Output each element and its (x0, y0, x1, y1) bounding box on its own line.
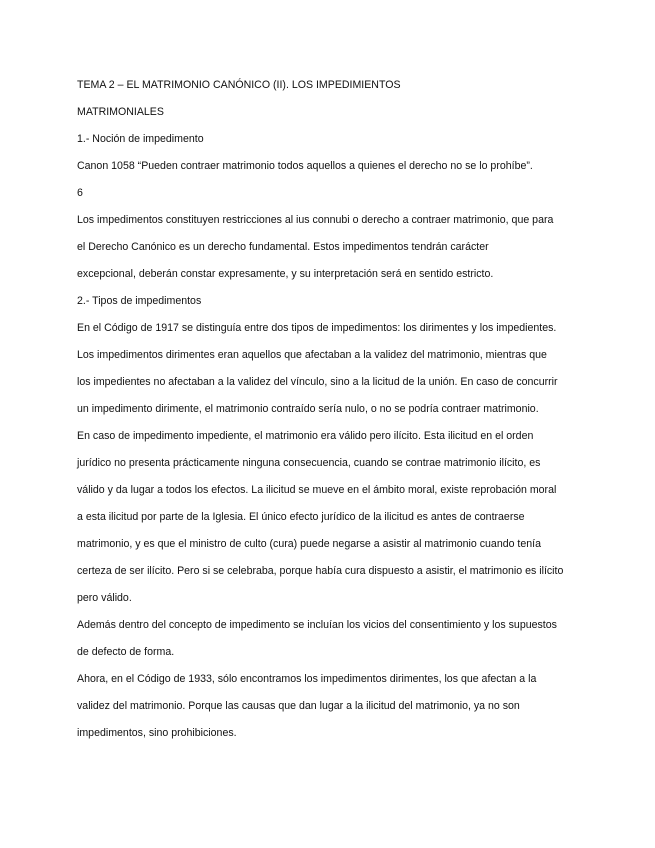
document-title-line-1: TEMA 2 – EL MATRIMONIO CANÓNICO (II). LOS IMPEDIMIENTOS (77, 79, 401, 91)
text-line: Además dentro del concepto de impedimento se incluían los vicios del consentimiento y los supuestos (77, 619, 557, 631)
document-title-line-2: MATRIMONIALES (77, 106, 164, 118)
text-line: Canon 1058 “Pueden contraer matrimonio todos aquellos a quienes el derecho no se lo prohíbe”. (77, 160, 533, 172)
text-line: de defecto de forma. (77, 646, 175, 658)
text-line: Los impedimentos dirimentes eran aquellos que afectaban a la validez del matrimonio, mientras que (77, 349, 547, 361)
text-line: un impedimento dirimente, el matrimonio contraído sería nulo, o no se podría contraer matrimonio. (77, 403, 539, 415)
text-line: Ahora, en el Código de 1933, sólo encontramos los impedimentos dirimentes, los que afectan a la (77, 673, 537, 685)
text-line: certeza de ser ilícito. Pero si se celebraba, porque había cura dispuesto a asistir, el matrimonio es ilícito (77, 565, 564, 577)
text-line: Los impedimentos constituyen restricciones al ius connubi o derecho a contraer matrimonio, que para (77, 214, 554, 226)
text-line: En caso de impedimento impediente, el matrimonio era válido pero ilícito. Esta ilicitud en el orden (77, 430, 534, 442)
footnote-number: 6 (77, 187, 83, 199)
text-line: el Derecho Canónico es un derecho fundamental. Estos impedimentos tendrán carácter (77, 241, 489, 253)
text-line: válido y da lugar a todos los efectos. La ilicitud se mueve en el ámbito moral, existe reprobación moral (77, 484, 557, 496)
text-line: jurídico no presenta prácticamente ninguna consecuencia, cuando se contrae matrimonio ilícito, es (77, 457, 541, 469)
text-line: excepcional, deberán constar expresamente, y su interpretación será en sentido estricto. (77, 268, 494, 280)
text-line: pero válido. (77, 592, 132, 604)
text-line: En el Código de 1917 se distinguía entre dos tipos de impedimentos: los dirimentes y los impedientes. (77, 322, 557, 334)
text-line: validez del matrimonio. Porque las causas que dan lugar a la ilicitud del matrimonio, ya no son (77, 700, 520, 712)
section-heading-2: 2.- Tipos de impedimentos (77, 295, 202, 307)
text-line: impedimentos, sino prohibiciones. (77, 727, 237, 739)
text-line: a esta ilicitud por parte de la Iglesia. El único efecto jurídico de la ilicitud es antes de contraerse (77, 511, 525, 523)
text-line: matrimonio, y es que el ministro de culto (cura) puede negarse a asistir al matrimonio cuando tenía (77, 538, 541, 550)
text-line: los impedientes no afectaban a la validez del vínculo, sino a la licitud de la unión. En caso de concurrir (77, 376, 558, 388)
section-heading-1: 1.- Noción de impedimento (77, 133, 204, 145)
